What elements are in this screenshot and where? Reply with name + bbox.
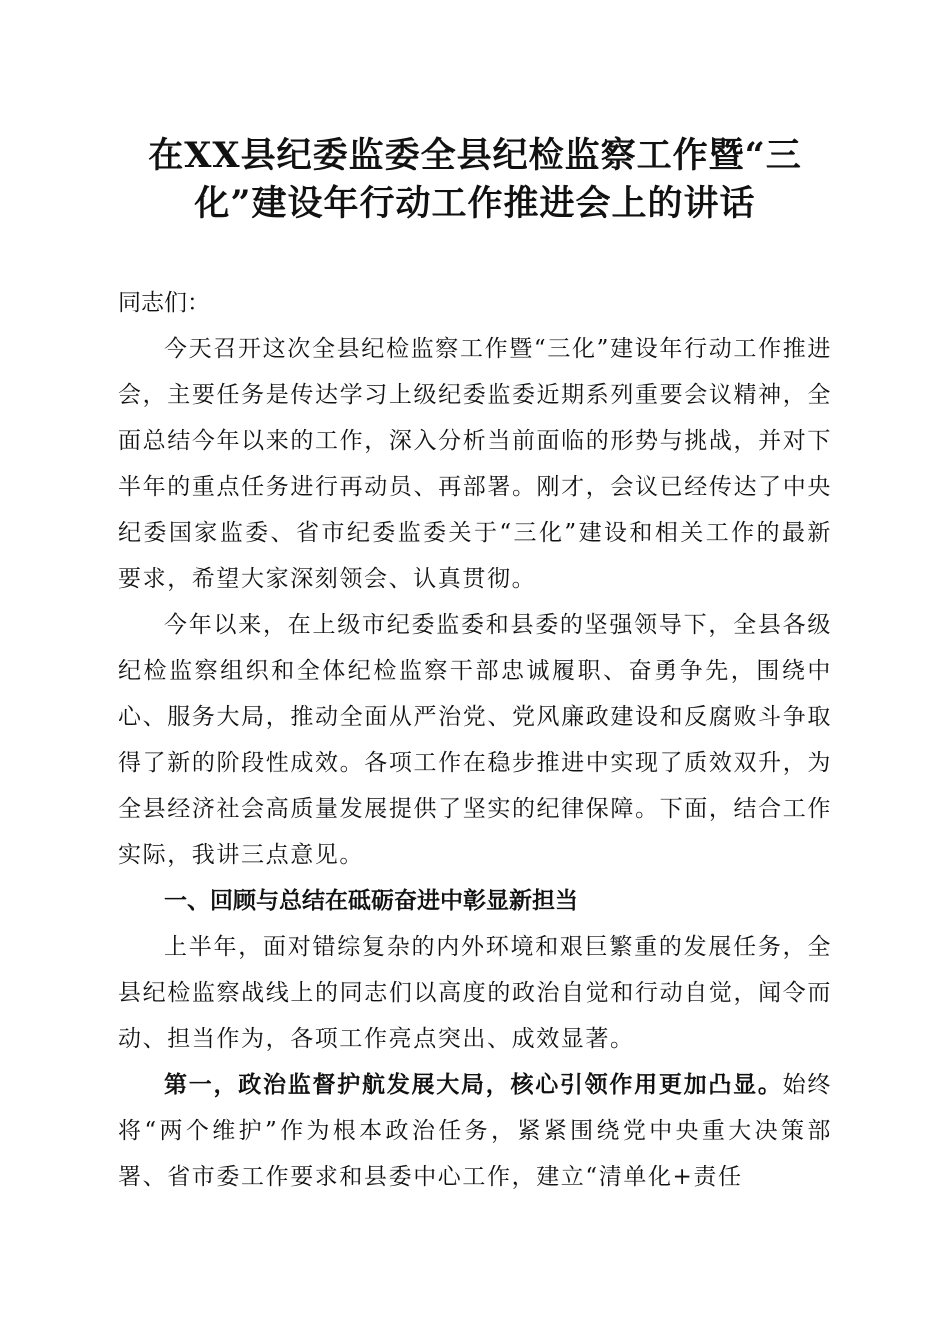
paragraph-overview: 今年以来，在上级市纪委监委和县委的坚强领导下，全县各级纪检监察组织和全体纪检监察干部忠诚履职、奋勇争先，围绕中心、服务大局，推动全面从严治党、党风廉政建设和反腐败斗争取得了新的阶段性成效。各项工作在稳步推进中实现了质效双升，为全县经济社会高质量发展提供了坚实的纪律保障。下面，结合工作实际，我讲三点意见。	[118, 612, 832, 868]
point-1-text: 始终将“两个维护”作为根本政治任务，紧紧围绕党中央重大决策部署、省市委工作要求和县委中心工作，建立“清单化+责任	[118, 1072, 833, 1190]
title-line-1: 在XX县纪委监委全县纪检监察工作暨“三	[148, 135, 802, 176]
title-line-2: 化”建设年行动工作推进会上的讲话	[194, 183, 756, 224]
point-1-lead: 第一，政治监督护航发展大局，核心引领作用更加凸显。	[164, 1071, 783, 1098]
section-heading-1: 一、回顾与总结在砥砺奋进中彰显新担当	[164, 888, 578, 914]
point-1-paragraph	[118, 1062, 832, 1200]
document-page	[118, 132, 832, 1200]
paragraph-opening: 今天召开这次全县纪检监察工作暨“三化”建设年行动工作推进会，主要任务是传达学习上级纪委监委近期系列重要会议精神，全面总结今年以来的工作，深入分析当前面临的形势与挑战，并对下半年的重点任务进行再动员、再部署。刚才，会议已经传达了中央纪委国家监委、省市纪委监委关于“三化”建设和相关工作的最新要求，希望大家深刻领会、认真贯彻。	[118, 336, 832, 592]
document-title	[118, 132, 832, 228]
section-1-intro: 上半年，面对错综复杂的内外环境和艰巨繁重的发展任务，全县纪检监察战线上的同志们以高度的政治自觉和行动自觉，闻令而动、担当作为，各项工作亮点突出、成效显著。	[118, 934, 832, 1052]
salutation: 同志们：	[118, 290, 210, 316]
